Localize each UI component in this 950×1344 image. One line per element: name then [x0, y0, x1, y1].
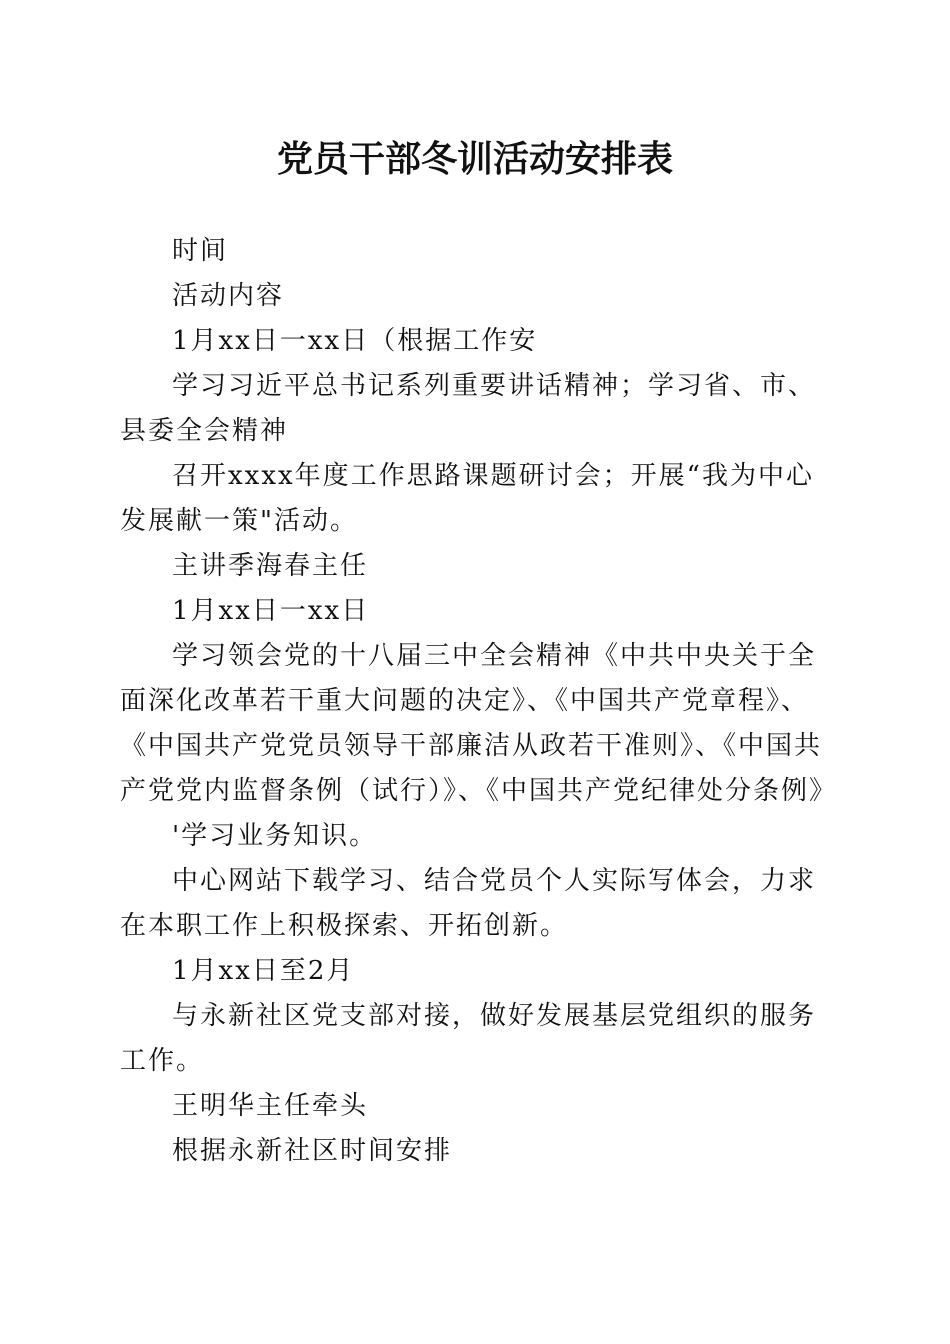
- document-title: 党员干部冬训活动安排表: [276, 138, 673, 180]
- paragraph-community-service: 与永新社区党支部对接，做好发展基层党组织的服务工作。: [120, 1001, 817, 1076]
- paragraph-study-speech: 学习习近平总书记系列重要讲话精神；学习省、市、县委全会精神: [120, 371, 817, 446]
- paragraph-website-study: 中心网站下载学习、结合党员个人实际写体会，力求在本职工作上积极探索、开拓创新。: [120, 866, 817, 941]
- paragraph-time-header: 时间: [172, 236, 229, 266]
- paragraph-date-2: 1月xx日一xx日: [172, 596, 370, 626]
- paragraph-study-documents: 学习领会党的十八届三中全会精神《中共中央关于全面深化改革若干重大问题的决定》、《中国共产党章程》、《中国共产党党员领导干部廉洁从政若干准则》、《中国共产党党内监督条例（试行）》、《中国共产党纪律处分条例》: [120, 641, 838, 806]
- document-body: [120, 229, 838, 1174]
- paragraph-seminar: 召开xxxx年度工作思路课题研讨会；开展“我为中心发展献一策"活动。: [120, 461, 814, 536]
- paragraph-schedule-note: 根据永新社区时间安排: [172, 1136, 453, 1166]
- paragraph-leader: 王明华主任牵头: [172, 1091, 369, 1121]
- paragraph-content-header: 活动内容: [172, 281, 285, 311]
- paragraph-business-knowledge: '学习业务知识。: [172, 821, 378, 851]
- paragraph-date-1: 1月xx日一xx日（根据工作安: [172, 326, 538, 356]
- paragraph-speaker: 主讲季海春主任: [172, 551, 369, 581]
- paragraph-date-3: 1月xx日至2月: [172, 956, 355, 986]
